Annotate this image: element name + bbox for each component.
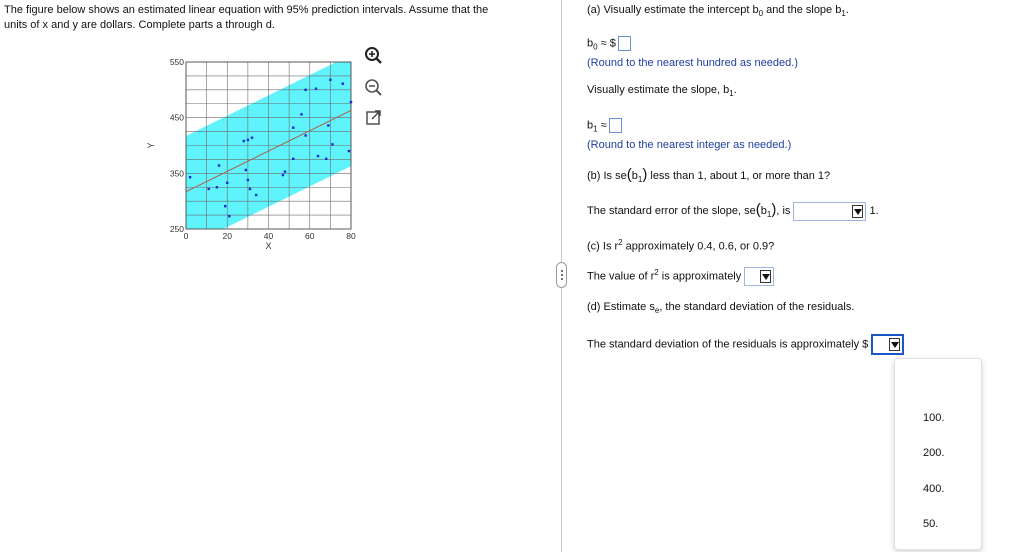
data-point — [216, 186, 218, 188]
data-point — [207, 188, 209, 190]
part-c-prompt: (c) Is $r^2$ approximately 0.4, 0.6, or 0.9? — [587, 238, 775, 253]
data-point — [292, 158, 294, 160]
x-tick-label: 0 — [183, 231, 189, 241]
b1-answer-row: $b_1$ ≈ — [587, 118, 622, 134]
data-point — [304, 89, 306, 91]
dropdown-option[interactable]: 50. — [923, 518, 939, 530]
part-b-answer-row: The standard error of the slope, $se(b_1)$, is 1. — [587, 201, 879, 220]
data-point — [329, 79, 331, 81]
b0-answer-row: $b_0$ ≈ $ — [587, 36, 631, 52]
y-axis-label: Y — [146, 142, 156, 149]
data-point — [251, 137, 253, 139]
data-point — [348, 150, 350, 152]
data-point — [325, 158, 327, 160]
part-d-answer-row: The standard deviation of the residuals is approximately $ — [587, 334, 904, 355]
problem-line-1: The figure below shows an estimated linear equation with 95% prediction intervals. Assume that the — [4, 4, 489, 16]
data-point — [342, 83, 344, 85]
b0-input[interactable] — [618, 36, 631, 51]
data-point — [228, 215, 230, 217]
problem-statement — [4, 3, 544, 33]
slope-prompt: Visually estimate the slope, $b_1$. — [587, 84, 737, 99]
y-tick-label: 450 — [169, 112, 184, 123]
residual-sd-dropdown — [894, 358, 982, 550]
data-point — [247, 139, 249, 141]
x-tick-label: 80 — [346, 231, 356, 241]
r-squared-select[interactable] — [744, 267, 774, 286]
x-tick-label: 60 — [305, 231, 315, 241]
dropdown-option[interactable]: 200. — [923, 447, 945, 459]
data-point — [282, 174, 284, 176]
data-point — [245, 169, 247, 171]
dropdown-option[interactable]: 400. — [923, 483, 945, 495]
pane-resize-handle[interactable] — [556, 262, 567, 288]
data-point — [284, 170, 286, 172]
zoom-out-icon[interactable] — [364, 78, 382, 96]
y-tick-label: 350 — [169, 168, 184, 179]
chevron-down-icon[interactable] — [852, 205, 863, 218]
y-tick-label: 250 — [169, 224, 184, 234]
data-point — [249, 188, 251, 190]
data-point — [224, 205, 226, 207]
popout-icon[interactable] — [365, 108, 383, 126]
data-point — [218, 164, 220, 166]
data-point — [315, 88, 317, 90]
data-point — [304, 134, 306, 136]
part-a-prompt: (a) Visually estimate the intercept $b_0$ and the slope $b_1$. — [587, 4, 849, 19]
data-point — [350, 101, 352, 103]
residual-sd-select[interactable] — [871, 334, 904, 355]
data-point — [243, 140, 245, 142]
chevron-down-icon[interactable] — [889, 338, 900, 351]
data-point — [331, 143, 333, 145]
part-b-prompt: (b) Is $se(b_1)$ less than 1, about 1, or more than 1? — [587, 166, 831, 185]
part-d-prompt: (d) Estimate $s_e$, the standard deviation of the residuals. — [587, 301, 855, 316]
data-point — [317, 155, 319, 157]
problem-line-2: units of x and y are dollars. Complete parts a through d. — [4, 19, 275, 31]
x-axis-label: X — [265, 241, 272, 251]
data-point — [292, 126, 294, 128]
data-point — [226, 182, 228, 184]
b1-input[interactable] — [609, 118, 622, 133]
x-tick-label: 20 — [222, 231, 232, 241]
chevron-down-icon[interactable] — [760, 270, 771, 283]
x-tick-label: 40 — [263, 231, 274, 241]
scatter-chart — [146, 50, 370, 260]
part-c-answer-row: The value of $r^2$ is approximately — [587, 267, 774, 286]
data-point — [327, 124, 329, 126]
data-point — [300, 113, 302, 115]
y-tick-label: 550 — [169, 57, 184, 67]
se-b1-select[interactable] — [793, 202, 866, 221]
data-point — [255, 194, 257, 196]
dropdown-option[interactable]: 100. — [923, 412, 945, 424]
zoom-in-icon[interactable] — [364, 46, 382, 64]
data-point — [189, 176, 191, 178]
data-point — [247, 179, 249, 181]
b1-rounding-hint: (Round to the nearest integer as needed.) — [587, 139, 792, 151]
b0-rounding-hint: (Round to the nearest hundred as needed.) — [587, 57, 798, 69]
